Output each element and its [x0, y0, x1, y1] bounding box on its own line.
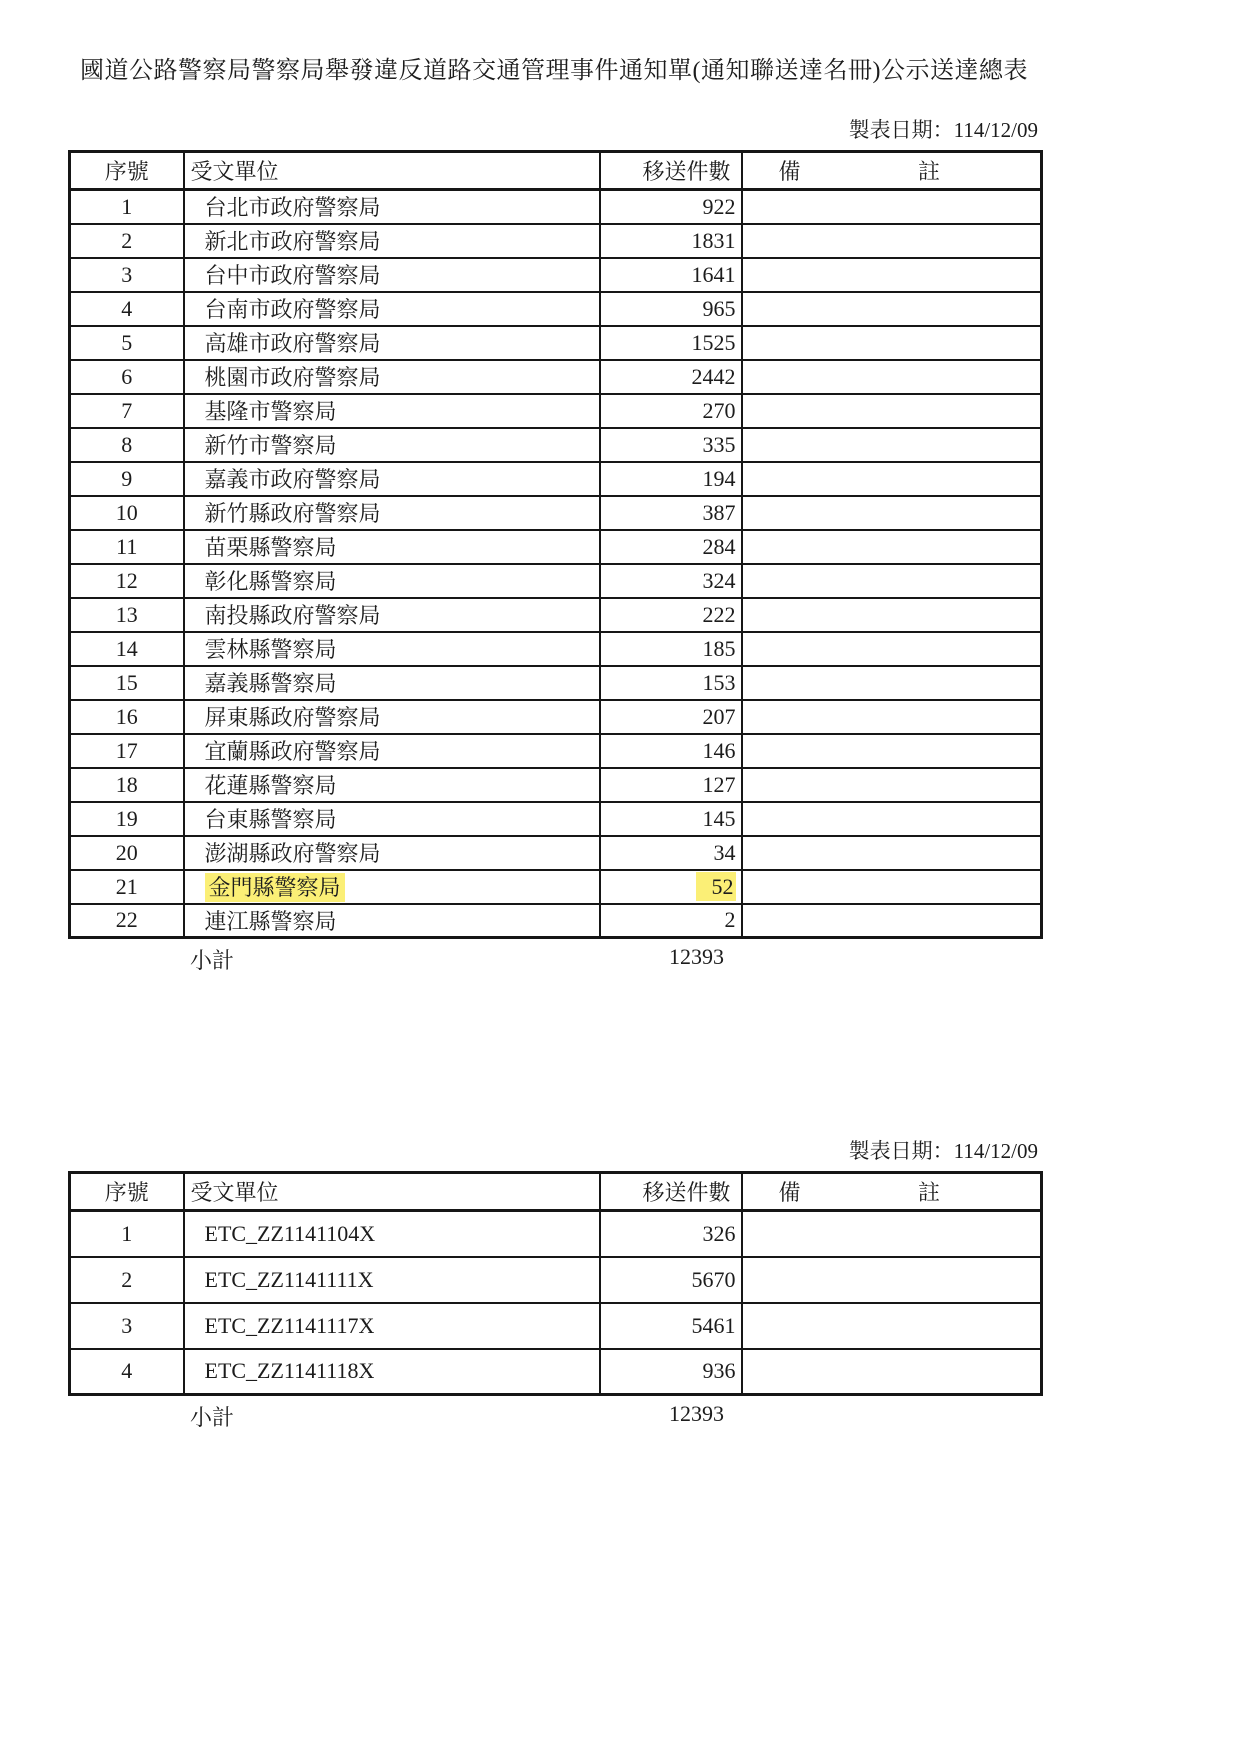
row-count-text: 1641 — [691, 261, 736, 287]
row-remark-cell — [742, 1211, 1042, 1257]
row-unit-text: 高雄市政府警察局 — [204, 331, 381, 356]
column-header-seq: 序號 — [70, 152, 184, 190]
row-count-text: 326 — [702, 1220, 736, 1246]
row-count-text: 922 — [702, 193, 736, 219]
row-seq-cell: 3 — [70, 258, 184, 292]
subtotal-value: 12393 — [669, 944, 724, 969]
table-row — [70, 904, 1042, 938]
row-count-text: 1525 — [691, 329, 736, 355]
row-unit-text: 彰化縣警察局 — [204, 569, 337, 594]
row-seq-cell: 2 — [70, 1257, 184, 1303]
row-count-cell — [600, 190, 742, 224]
row-seq-cell: 12 — [70, 564, 184, 598]
row-unit-cell — [184, 428, 600, 462]
row-unit-cell — [184, 394, 600, 428]
row-seq-cell: 22 — [70, 904, 184, 938]
column-header-count: 移送件數 — [600, 152, 742, 190]
row-unit-cell — [184, 530, 600, 564]
row-unit-cell — [184, 1257, 600, 1303]
etc-batches-table — [68, 1171, 1043, 1396]
row-count-cell — [600, 598, 742, 632]
row-count-cell — [600, 224, 742, 258]
row-seq-cell: 1 — [70, 1211, 184, 1257]
row-unit-text: 宜蘭縣政府警察局 — [204, 739, 381, 764]
row-count-text: 185 — [702, 635, 736, 661]
row-unit-cell — [184, 292, 600, 326]
row-seq-cell: 5 — [70, 326, 184, 360]
row-count-cell — [600, 768, 742, 802]
row-unit-cell — [184, 190, 600, 224]
row-remark-cell — [742, 224, 1042, 258]
column-header-remark — [742, 152, 1042, 190]
row-unit-cell — [184, 598, 600, 632]
row-count-cell — [600, 292, 742, 326]
row-unit-text: 台南市政府警察局 — [204, 297, 381, 322]
table-row — [70, 496, 1042, 530]
row-unit-text: 屏東縣政府警察局 — [204, 705, 381, 730]
row-count-text: 1831 — [691, 227, 736, 253]
row-remark-cell — [742, 1349, 1042, 1395]
table-row — [70, 700, 1042, 734]
column-header-remark — [742, 1173, 1042, 1211]
table-row — [70, 734, 1042, 768]
row-unit-text: 澎湖縣政府警察局 — [204, 841, 381, 866]
row-count-text: 270 — [702, 397, 736, 423]
report-date-2: 製表日期：114/12/09 — [848, 1139, 1038, 1163]
row-seq-cell: 2 — [70, 224, 184, 258]
row-count-cell — [600, 428, 742, 462]
row-unit-text: 嘉義市政府警察局 — [204, 467, 381, 492]
table-row — [70, 462, 1042, 496]
row-seq-cell: 16 — [70, 700, 184, 734]
row-count-text: 5461 — [691, 1312, 736, 1338]
row-seq-cell: 9 — [70, 462, 184, 496]
row-seq-cell: 4 — [70, 1349, 184, 1395]
row-count-text: 387 — [702, 499, 736, 525]
row-remark-cell — [742, 1303, 1042, 1349]
row-unit-cell — [184, 734, 600, 768]
row-count-text: 324 — [702, 567, 736, 593]
remark-label-left: 備 — [778, 1180, 801, 1205]
row-unit-text: ETC_ZZ1141117X — [204, 1312, 375, 1338]
row-unit-cell — [184, 700, 600, 734]
police-units-table-body — [70, 190, 1042, 938]
remark-label-left: 備 — [778, 159, 801, 184]
row-remark-cell — [742, 326, 1042, 360]
row-count-cell — [600, 258, 742, 292]
row-seq-cell: 10 — [70, 496, 184, 530]
remark-label-right: 註 — [917, 1180, 940, 1205]
row-remark-cell — [742, 802, 1042, 836]
row-unit-text: 新竹縣政府警察局 — [204, 501, 381, 526]
row-remark-cell — [742, 666, 1042, 700]
row-count-cell — [600, 360, 742, 394]
subtotal-row-2 — [68, 1396, 1040, 1434]
row-unit-text: 花蓮縣警察局 — [204, 773, 337, 798]
row-remark-cell — [742, 496, 1042, 530]
subtotal-label: 小計 — [190, 1405, 235, 1430]
row-unit-text: 新北市政府警察局 — [204, 229, 381, 254]
column-header-unit: 受文單位 — [184, 1173, 600, 1211]
row-unit-cell — [184, 462, 600, 496]
row-count-cell — [600, 802, 742, 836]
row-unit-cell — [184, 666, 600, 700]
row-seq-cell: 19 — [70, 802, 184, 836]
table-row — [70, 190, 1042, 224]
row-unit-text: 台北市政府警察局 — [204, 195, 381, 221]
remark-header-spread — [779, 1176, 941, 1207]
table-row — [70, 870, 1042, 904]
row-seq-cell: 21 — [70, 870, 184, 904]
table-row — [70, 666, 1042, 700]
header-row — [70, 152, 1042, 190]
row-unit-cell — [184, 768, 600, 802]
row-remark-cell — [742, 190, 1042, 224]
row-count-text: 145 — [702, 805, 736, 831]
row-seq-cell: 3 — [70, 1303, 184, 1349]
etc-batches-table-body — [70, 1211, 1042, 1395]
row-remark-cell — [742, 632, 1042, 666]
row-count-text: 284 — [702, 533, 736, 559]
row-unit-text: 嘉義縣警察局 — [204, 671, 337, 696]
page-title: 國道公路警察局警察局舉發違反道路交通管理事件通知單(通知聯送達名冊)公示送達總表 — [80, 58, 1028, 84]
row-seq-cell: 7 — [70, 394, 184, 428]
row-unit-cell — [184, 632, 600, 666]
row-remark-cell — [742, 530, 1042, 564]
row-unit-text: 雲林縣警察局 — [204, 637, 337, 662]
row-count-text: 222 — [702, 601, 736, 627]
row-remark-cell — [742, 394, 1042, 428]
row-count-cell — [600, 1303, 742, 1349]
row-unit-cell — [184, 496, 600, 530]
table-row — [70, 530, 1042, 564]
row-seq-cell: 8 — [70, 428, 184, 462]
row-remark-cell — [742, 564, 1042, 598]
row-unit-cell — [184, 224, 600, 258]
row-unit-cell — [184, 564, 600, 598]
table-row — [70, 224, 1042, 258]
row-count-cell — [600, 904, 742, 938]
table-row — [70, 836, 1042, 870]
row-unit-cell — [184, 870, 600, 904]
subtotal-value: 12393 — [669, 1401, 724, 1426]
row-count-text: 207 — [702, 703, 736, 729]
row-remark-cell — [742, 870, 1042, 904]
row-unit-text: 台東縣警察局 — [204, 807, 337, 832]
row-seq-cell: 1 — [70, 190, 184, 224]
table-row — [70, 326, 1042, 360]
row-seq-cell: 13 — [70, 598, 184, 632]
row-unit-cell — [184, 1303, 600, 1349]
row-count-text: 2442 — [691, 363, 736, 389]
row-seq-cell: 15 — [70, 666, 184, 700]
subtotal-row-1 — [68, 939, 1040, 977]
row-unit-text: 新竹市警察局 — [204, 433, 337, 458]
row-count-text: 335 — [702, 431, 736, 457]
subtotal-label: 小計 — [190, 948, 235, 973]
row-unit-text: 南投縣政府警察局 — [204, 603, 381, 628]
row-unit-cell — [184, 326, 600, 360]
table-row — [70, 1211, 1042, 1257]
column-header-count: 移送件數 — [600, 1173, 742, 1211]
table-row — [70, 394, 1042, 428]
row-remark-cell — [742, 462, 1042, 496]
row-unit-text: ETC_ZZ1141111X — [204, 1266, 374, 1292]
table-row — [70, 360, 1042, 394]
row-unit-cell — [184, 836, 600, 870]
row-count-text: 153 — [702, 669, 736, 695]
row-unit-cell — [184, 1349, 600, 1395]
table-row — [70, 802, 1042, 836]
table-header — [70, 152, 1042, 190]
row-count-text: 936 — [702, 1358, 736, 1384]
table-row — [70, 258, 1042, 292]
row-seq-cell: 20 — [70, 836, 184, 870]
table-row — [70, 428, 1042, 462]
row-unit-text: ETC_ZZ1141104X — [204, 1220, 376, 1246]
row-seq-cell: 14 — [70, 632, 184, 666]
row-count-text: 2 — [724, 907, 736, 933]
row-unit-cell — [184, 1211, 600, 1257]
row-count-text: 146 — [702, 737, 736, 763]
row-seq-cell: 17 — [70, 734, 184, 768]
row-remark-cell — [742, 904, 1042, 938]
row-unit-text: ETC_ZZ1141118X — [204, 1358, 375, 1384]
row-unit-cell — [184, 360, 600, 394]
row-unit-text: 台中市政府警察局 — [204, 263, 381, 288]
table-row — [70, 632, 1042, 666]
header-row — [70, 1173, 1042, 1211]
row-count-text: 965 — [702, 295, 736, 321]
row-count-cell — [600, 870, 742, 904]
row-remark-cell — [742, 292, 1042, 326]
column-header-unit: 受文單位 — [184, 152, 600, 190]
row-seq-cell: 18 — [70, 768, 184, 802]
row-unit-text: 金門縣警察局 — [205, 873, 345, 902]
row-unit-text: 苗栗縣警察局 — [204, 535, 337, 560]
table-row — [70, 292, 1042, 326]
row-remark-cell — [742, 768, 1042, 802]
row-remark-cell — [742, 1257, 1042, 1303]
row-count-cell — [600, 632, 742, 666]
row-count-text: 194 — [702, 465, 736, 491]
row-seq-cell: 11 — [70, 530, 184, 564]
row-count-cell — [600, 666, 742, 700]
row-count-cell — [600, 530, 742, 564]
row-remark-cell — [742, 700, 1042, 734]
table-row — [70, 598, 1042, 632]
row-remark-cell — [742, 258, 1042, 292]
row-unit-cell — [184, 258, 600, 292]
report-date-1: 製表日期：114/12/09 — [848, 118, 1038, 142]
row-unit-text: 連江縣警察局 — [204, 908, 337, 934]
row-count-text: 52 — [696, 872, 736, 901]
table-row — [70, 1303, 1042, 1349]
column-header-seq: 序號 — [70, 1173, 184, 1211]
row-count-cell — [600, 836, 742, 870]
row-count-text: 34 — [713, 839, 736, 865]
row-seq-cell: 6 — [70, 360, 184, 394]
row-count-cell — [600, 700, 742, 734]
remark-header-spread — [779, 155, 941, 186]
row-count-cell — [600, 734, 742, 768]
table-row — [70, 1349, 1042, 1395]
table-row — [70, 768, 1042, 802]
row-count-cell — [600, 496, 742, 530]
row-unit-text: 桃園市政府警察局 — [204, 365, 381, 390]
row-remark-cell — [742, 360, 1042, 394]
police-units-table — [68, 150, 1043, 939]
row-remark-cell — [742, 598, 1042, 632]
table-header — [70, 1173, 1042, 1211]
row-unit-text: 基隆市警察局 — [204, 399, 337, 424]
row-count-cell — [600, 394, 742, 428]
row-seq-cell: 4 — [70, 292, 184, 326]
row-count-text: 5670 — [691, 1266, 736, 1292]
document-content — [68, 0, 1040, 1434]
row-count-text: 127 — [702, 771, 736, 797]
row-count-cell — [600, 1257, 742, 1303]
row-unit-cell — [184, 802, 600, 836]
row-count-cell — [600, 326, 742, 360]
row-count-cell — [600, 462, 742, 496]
row-count-cell — [600, 1211, 742, 1257]
row-count-cell — [600, 1349, 742, 1395]
table-row — [70, 564, 1042, 598]
table-row — [70, 1257, 1042, 1303]
row-unit-cell — [184, 904, 600, 938]
row-remark-cell — [742, 734, 1042, 768]
row-remark-cell — [742, 428, 1042, 462]
row-count-cell — [600, 564, 742, 598]
row-remark-cell — [742, 836, 1042, 870]
remark-label-right: 註 — [917, 159, 940, 184]
